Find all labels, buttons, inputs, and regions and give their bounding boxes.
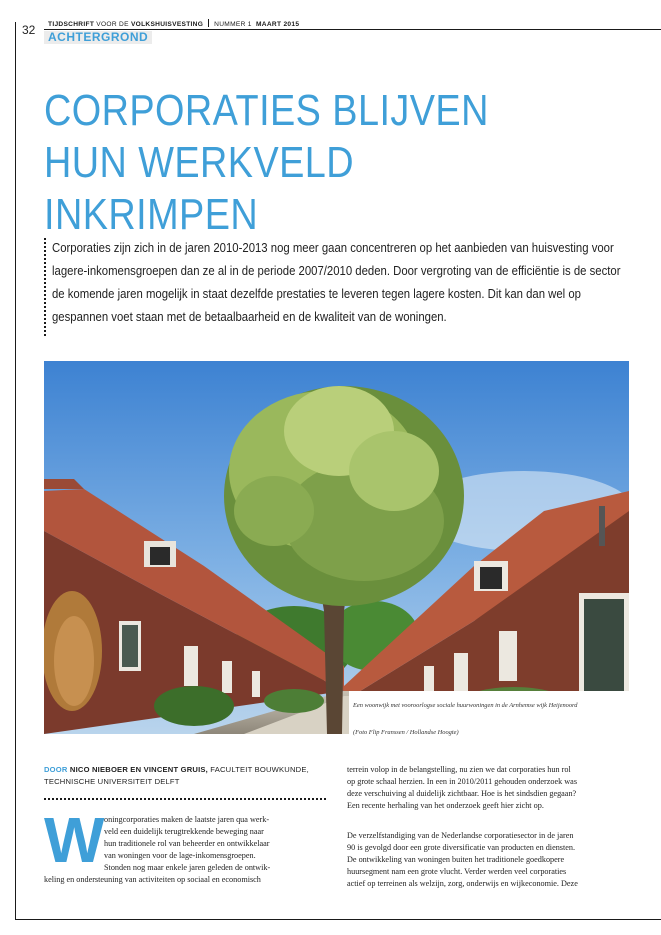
- body-line: actief op terreinen als welzijn, zorg, onderwijs en wijkeconomie. Deze: [347, 879, 578, 888]
- byline-authors: NICO NIEBOER EN VINCENT GRUIS,: [69, 765, 208, 774]
- byline-affiliation-1: FACULTEIT BOUWKUNDE,: [207, 765, 309, 774]
- body-line: terrein volop in de belangstelling, nu zien we dat corporaties hun rol: [347, 765, 571, 774]
- header-separator: [208, 19, 209, 27]
- journal-middle: VOOR DE: [94, 21, 131, 28]
- article-photo: [44, 361, 629, 734]
- page-border-left: [15, 22, 16, 920]
- photo-credit: (Foto Flip Franssen / Hollandse Hoogte): [353, 729, 459, 736]
- body-line: hun traditionele rol van beheerder en ontwikkelaar: [104, 839, 270, 848]
- lead-dotted-bar: [44, 238, 46, 336]
- body-line: De verzelfstandiging van de Nederlandse corporatiesector in de jaren: [347, 831, 574, 840]
- photo-caption: Een woonwijk met vooroorlogse sociale huurwoningen in de Arnhemse wijk Heijenoord: [353, 702, 578, 709]
- body-line: huursegment nam een grote vlucht. Verder werden veel corporaties: [347, 867, 567, 876]
- journal-name: VOLKSHUISVESTING: [130, 21, 204, 28]
- lead-paragraph: Corporaties zijn zich in de jaren 2010-2013 nog meer gaan concentreren op het aanbieden van huisvesting voor lagere-inkomensgroepen dan ze al in de periode 2007/2010 deden. Door vergroting van de efficiëntie is de sector de komende jaren mogelijk in staat dezelfde prestaties te leveren tegen lagere kosten. Dit kan dan wel op gespannen voet staan met de betaalbaarheid en de kwaliteit van de woningen.: [52, 240, 621, 324]
- body-line: 90 is gevolgd door een grote diversificatie van producten en diensten.: [347, 843, 576, 852]
- drop-cap: W: [44, 804, 105, 876]
- body-line: veld een duidelijk terugtrekkende beweging naar: [104, 827, 264, 836]
- page-border-bottom: [15, 919, 661, 920]
- page-number: 32: [22, 23, 36, 37]
- journal-prefix: TIJDSCHRIFT: [48, 21, 95, 28]
- body-line: Stonden nog maar enkele jaren geleden de ontwik-: [104, 863, 271, 872]
- byline-affiliation-2: TECHNISCHE UNIVERSITEIT DELFT: [44, 777, 180, 786]
- body-line: deze verschuiving al duidelijk zichtbaar. Hoe is het sindsdien gegaan?: [347, 789, 577, 798]
- body-line: Een recente herhaling van het onderzoek geeft hier zicht op.: [347, 801, 544, 810]
- article-title: CORPORATIES BLIJVEN HUN WERKVELD INKRIMPEN: [44, 86, 489, 239]
- issue-date: MAART 2015: [256, 21, 300, 28]
- body-line: keling en ondersteuning van activiteiten op sociaal en economisch: [44, 875, 261, 884]
- section-label: ACHTERGROND: [44, 31, 152, 44]
- body-line: op grote schaal herzien. In een in 2010/2011 gehouden onderzoek was: [347, 777, 578, 786]
- body-line: De ontwikkeling van woningen buiten het traditionele goedkopere: [347, 855, 565, 864]
- body-line: van woningen voor de lage-inkomensgroepen.: [104, 851, 256, 860]
- running-header: [48, 19, 299, 28]
- byline: [44, 764, 334, 788]
- byline-label: DOOR: [44, 765, 68, 774]
- body-line: oningcorporaties maken de laatste jaren qua werk-: [104, 815, 270, 824]
- byline-dotted-rule: [44, 798, 326, 800]
- issue-number: NUMMER 1: [214, 21, 252, 28]
